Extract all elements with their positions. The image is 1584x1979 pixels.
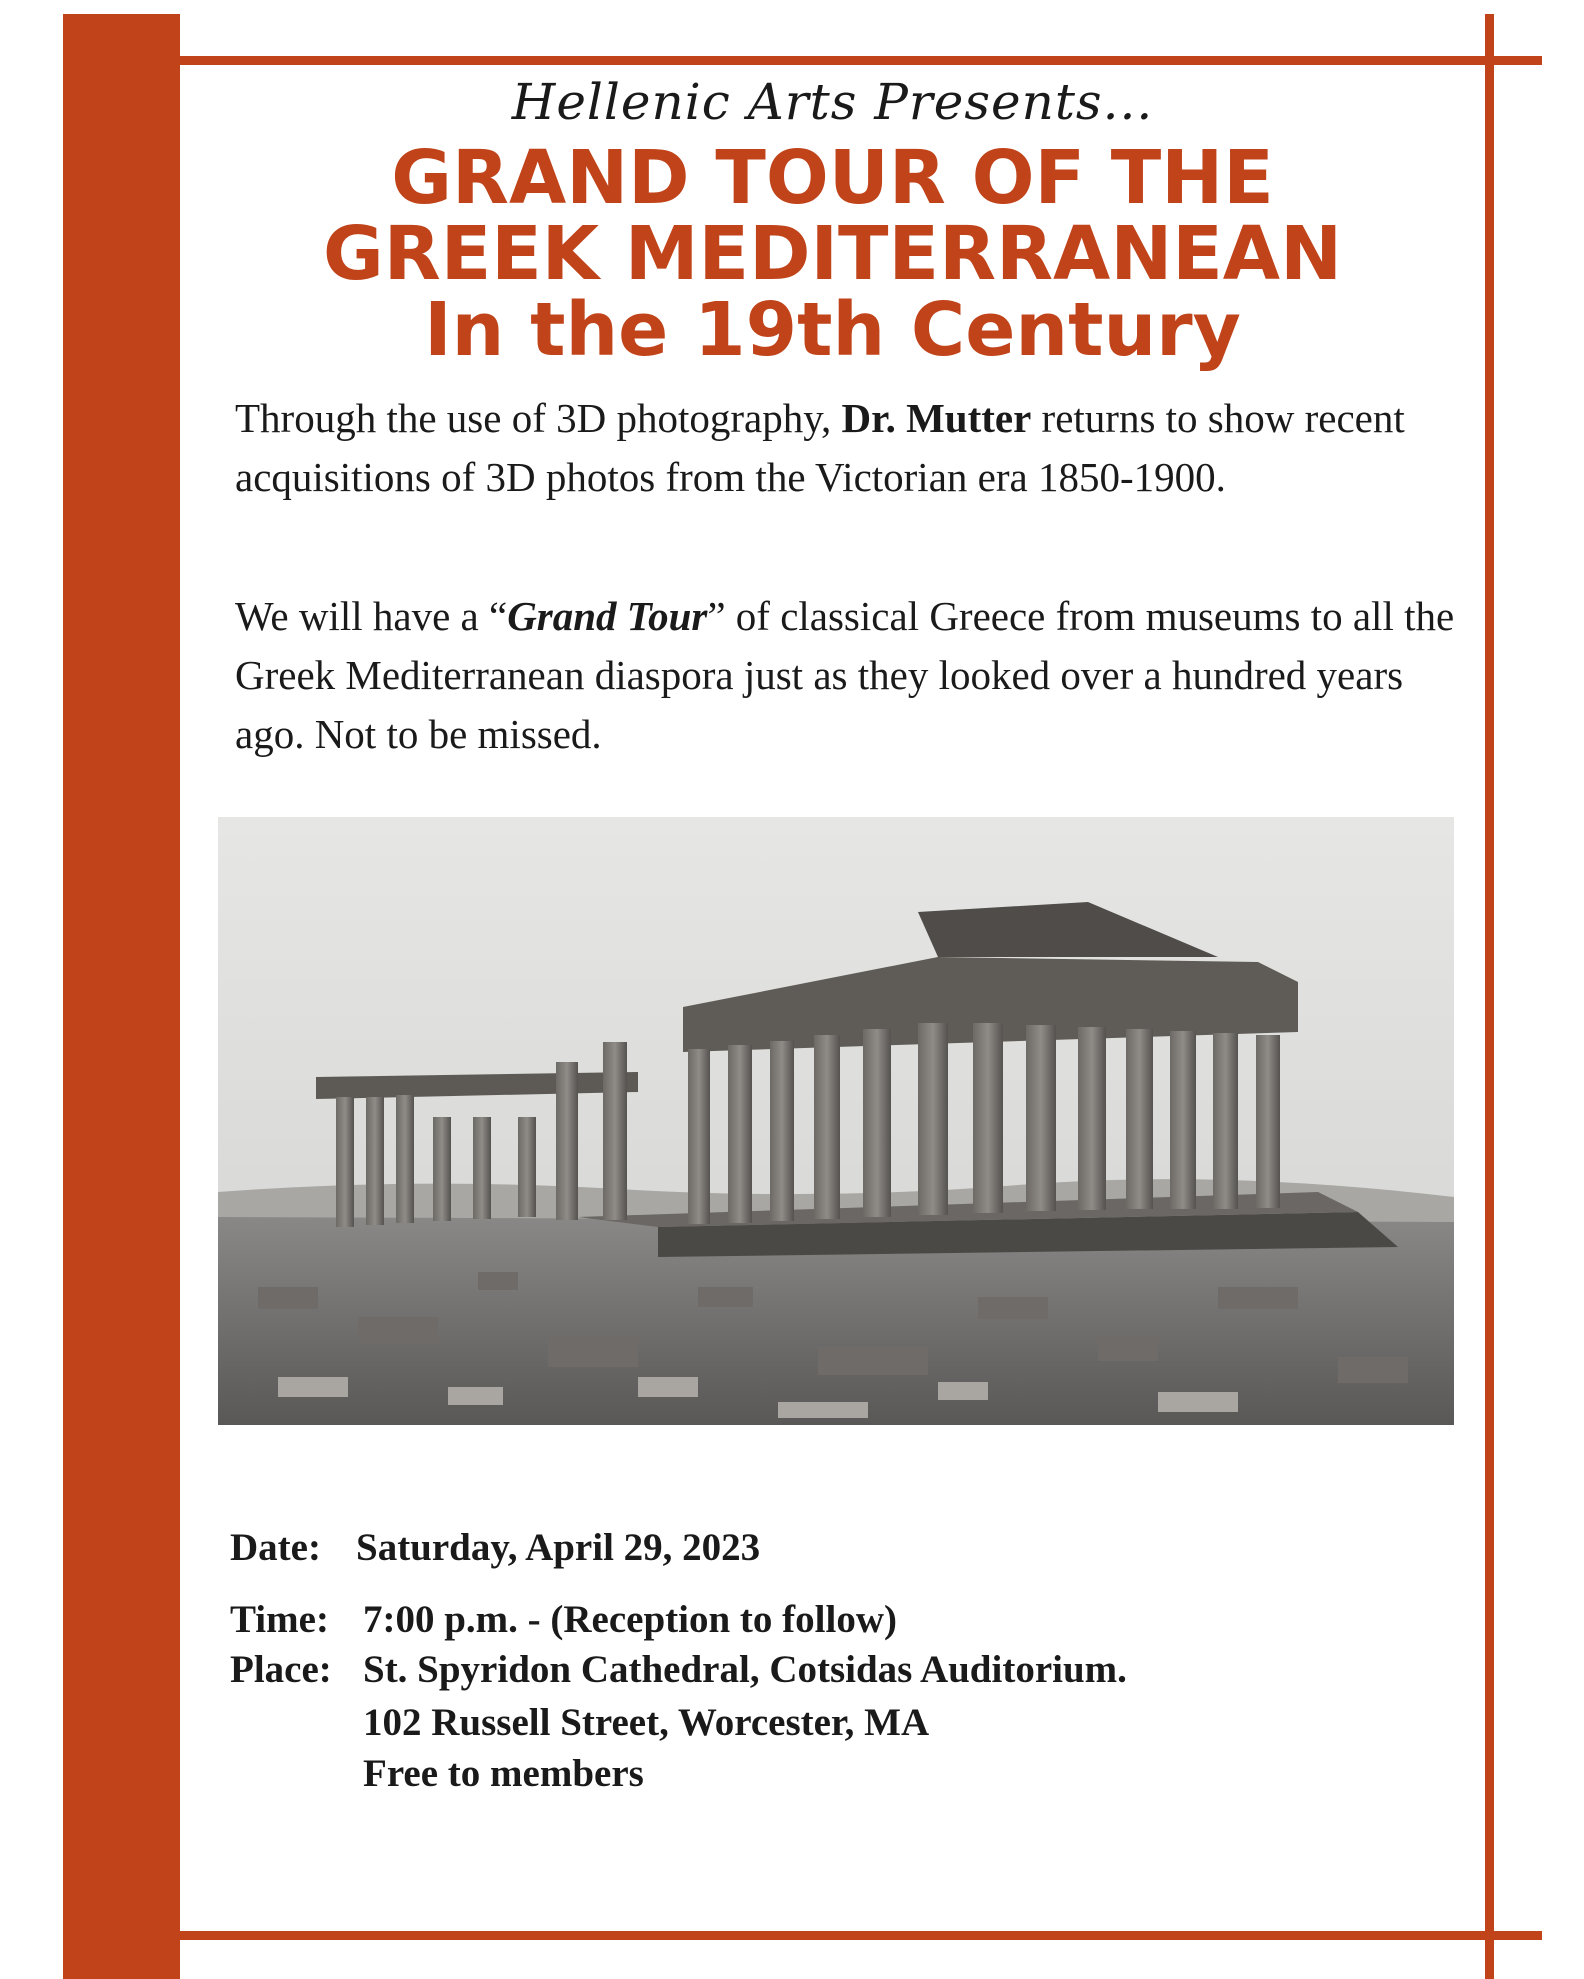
date-label: Date: — [230, 1526, 321, 1569]
intro-text: ” of classical Greece from museums to all the Greek Mediterranean diaspora just as they looked over a hundred years ago. Not to be missed. — [235, 593, 1455, 757]
right-border-rule — [1485, 14, 1494, 1979]
top-border-rule — [180, 56, 1542, 65]
left-accent-bar — [63, 14, 180, 1979]
title-line-2: GREEK MEDITERRANEAN — [322, 211, 1343, 297]
place-venue: St. Spyridon Cathedral, Cotsidas Auditorium. — [363, 1648, 1127, 1691]
place-address: 102 Russell Street, Worcester, MA — [363, 1701, 930, 1744]
parthenon-photo — [218, 817, 1454, 1425]
intro-text: Through the use of 3D photography, — [235, 395, 842, 441]
intro-text: returns to show recent acquisitions of 3D photos from the Victorian era 1850-1900. — [235, 395, 1405, 500]
place-label: Place: — [230, 1648, 332, 1691]
title-line-1: GRAND TOUR OF THE — [391, 135, 1274, 221]
intro-text: We will have a “ — [235, 593, 508, 639]
grand-tour-emphasis: Grand Tour — [507, 593, 708, 639]
intro-paragraph-2 — [235, 587, 1465, 764]
bottom-border-rule — [180, 1931, 1542, 1940]
time-label: Time: — [230, 1598, 329, 1641]
intro-paragraph-1 — [235, 389, 1465, 507]
admission-note: Free to members — [363, 1752, 644, 1795]
presenter-line: Hellenic Arts Presents... — [511, 73, 1154, 131]
time-value: 7:00 p.m. - (Reception to follow) — [363, 1598, 897, 1641]
title-line-3: In the 19th Century — [424, 287, 1241, 373]
flyer-content — [180, 65, 1485, 1931]
speaker-name: Dr. Mutter — [841, 395, 1032, 441]
date-value: Saturday, April 29, 2023 — [356, 1526, 761, 1569]
